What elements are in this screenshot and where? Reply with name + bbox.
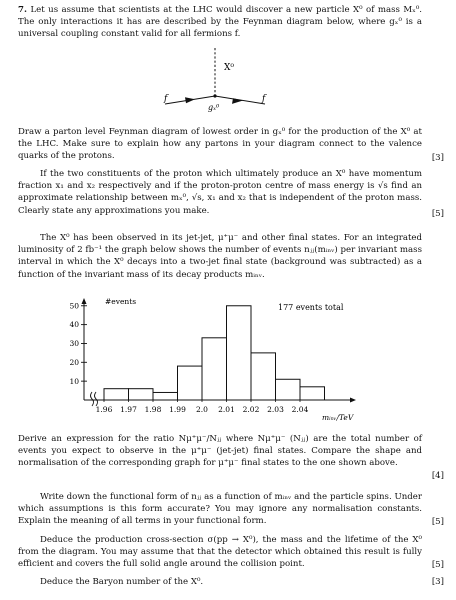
part-b-text: If the two constituents of the proton which ultimately produce an X⁰ have momentum fraction x₁ and x₂ respectively and if the proton-proton centre of mass energy is √s find an approximate relationship between mₓ⁰, √s, x₁ and x₂ that is independent of the proton mass. Clearly state any approximations you make. bbox=[18, 169, 422, 216]
part-d-text: Derive an expression for the ratio Nμ⁺μ⁻/Nⱼⱼ where Nμ⁺μ⁻ (Nⱼⱼ) are the total number of events you expect to observe in the μ⁺μ⁻ (jet-jet) final states. Compare the shape and normalisation of the corresponding graph for μ⁺μ⁻ final states to the one shown above. bbox=[18, 434, 422, 469]
histogram-bar bbox=[251, 353, 276, 400]
question-number: 7. bbox=[18, 5, 27, 15]
part-e-mark: [5] bbox=[431, 517, 444, 527]
part-e-text: Write down the functional form of nⱼⱼ as a function of mᵢₙᵥ and the particle spins. Under which assumptions is this form accurate? You may ignore any normalisation constants. Explain the meaning of all terms in your functional form. bbox=[18, 492, 422, 527]
x-tick-label: 1.99 bbox=[169, 405, 186, 414]
y-tick-label: 20 bbox=[69, 357, 79, 367]
histogram-bar bbox=[300, 387, 325, 400]
boson-label: X⁰ bbox=[224, 63, 235, 73]
arrow-out bbox=[232, 98, 243, 104]
histogram-bar bbox=[178, 366, 203, 400]
x-tick-label: 2.02 bbox=[242, 405, 260, 414]
histogram-bar bbox=[227, 306, 252, 400]
x-axis-arrow bbox=[350, 398, 356, 403]
part-a-text: Draw a parton level Feynman diagram of lowest order in gₓ⁰ for the production of the X⁰ at the LHC. Make sure to explain how any partons in your diagram connect to the valence quarks of the protons. bbox=[18, 127, 422, 162]
total-events-annotation: 177 events total bbox=[278, 303, 344, 312]
part-c-text: The X⁰ has been observed in its jet-jet, μ⁺μ⁻ and other final states. For an integrated luminosity of 2 fb⁻¹ the graph below shows the number of events nⱼⱼ(mᵢₙᵥ) per invariant mass interval in which the X⁰ decays into a two-jet final state (background was subtracted) as a function of the invariant mass of its decay products mᵢₙᵥ. bbox=[18, 233, 422, 280]
part-f-text: Deduce the production cross-section σ(pp → X⁰), the mass and the lifetime of the X⁰ from the diagram. You may assume that that the detector which obtained this result is fully efficient and covers the full solid angle around the collision point. bbox=[18, 535, 422, 570]
x-tick-label: 1.96 bbox=[95, 405, 113, 414]
x-tick-label: 2.0 bbox=[196, 405, 208, 414]
y-tick-label: 50 bbox=[69, 301, 79, 311]
arrow-in bbox=[185, 97, 195, 103]
axis-break-mark bbox=[91, 392, 98, 406]
histogram-bar bbox=[153, 392, 178, 400]
part-b-mark: [5] bbox=[431, 209, 444, 219]
part-g-text: Deduce the Baryon number of the X⁰. bbox=[40, 577, 204, 587]
events-histogram bbox=[50, 296, 380, 426]
y-tick-label: 30 bbox=[69, 339, 79, 349]
histogram-bar bbox=[129, 389, 154, 400]
histogram-bar bbox=[276, 379, 301, 400]
fermion-right-label: f bbox=[262, 94, 266, 104]
histogram-bar bbox=[202, 338, 227, 400]
feynman-svg bbox=[150, 44, 320, 118]
histogram-bar bbox=[104, 389, 129, 400]
part-d-mark: [4] bbox=[431, 471, 444, 481]
fermion-left-label: f bbox=[164, 94, 168, 104]
x-tick-label: 1.97 bbox=[120, 405, 137, 414]
y-axis-arrow bbox=[82, 298, 87, 304]
x-tick-label: 2.03 bbox=[267, 405, 284, 414]
y-tick-label: 10 bbox=[69, 376, 79, 386]
coupling-label: gₓ⁰ bbox=[208, 103, 220, 112]
intro-text: Let us assume that scientists at the LHC would discover a new particle X⁰ of mass Mₓ⁰. The only interactions it has are described by the Feynman diagram below, where gₓ⁰ is a universal coupling constant valid for all fermions f. bbox=[18, 5, 423, 40]
feynman-diagram bbox=[150, 44, 320, 118]
part-a-mark: [3] bbox=[431, 153, 444, 163]
part-f-mark: [5] bbox=[431, 560, 444, 570]
y-tick-label: 40 bbox=[69, 320, 79, 330]
vertex bbox=[213, 94, 216, 97]
histogram-svg bbox=[50, 296, 380, 426]
x-tick-label: 1.98 bbox=[144, 405, 162, 414]
question-intro bbox=[18, 4, 422, 41]
x-tick-label: 2.01 bbox=[218, 405, 235, 414]
y-axis-label: #events bbox=[105, 297, 137, 306]
x-axis-label: mᵢₙᵥ/TeV bbox=[322, 413, 354, 422]
part-g-mark: [3] bbox=[431, 577, 444, 587]
x-tick-label: 2.04 bbox=[291, 405, 309, 414]
